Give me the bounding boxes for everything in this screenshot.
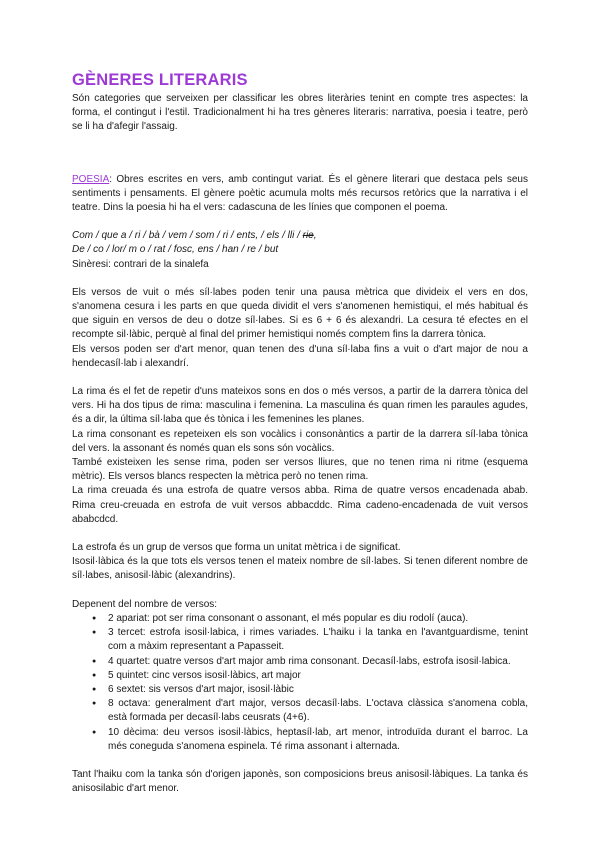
document-page	[72, 70, 528, 796]
cesura-paragraph: Els versos de vuit o més síl·labes poden tenir una pausa mètrica que divideix el vers en dos, s'anomena cesura i les parts en que queda dividit el vers s'anomenen hemistiqui, el més habitual és que siguin en versos de deu o dotze síl·labes. Si es 6 + 6 és alexandri. La cesura té efectes en el recompte sil·làbic, perquè al final del primer hemistiqui només comptem fins la darrera tònica.	[72, 286, 528, 341]
page-title: GÈNERES LITERARIS	[72, 71, 248, 89]
poesia-paragraph	[72, 173, 528, 216]
rima-paragraph: La rima és el fet de repetir d'uns mateixos sons en dos o més versos, a partir de la darrera tònica del vers. Hi ha dos tipus de rima: masculina i femenina. La masculina és quan rimen les paraules agudes, és a dir, la última síl·laba que és tònica i les femenines les planes.	[72, 386, 528, 426]
rima-paragraph: La rima creuada és una estrofa de quatre versos abba. Rima de quatre versos encadenada abab. Rima creu-creuada en estrofa de vuit versos abbacddc. Rima cadeno-encadenada de vuit versos ababcdcd.	[72, 485, 528, 525]
estrofa-paragraph: La estrofa és un grup de versos que forma un unitat mètrica i de significat.	[72, 542, 401, 554]
verse-punct: ,	[313, 230, 317, 242]
list-item: ● 10 dècima: deu versos isosil·làbics, heptasíl·lab, art menor, introduïda durant el barroc. La més coneguda s'anomena espinela. Té rima assonant i alternada.	[108, 726, 528, 754]
list-item: ● 5 quintet: cinc versos isosil·làbics, art major	[108, 669, 528, 683]
list-item: ● 4 quartet: quatre versos d'art major amb rima consonant. Decasíl·labs, estrofa isosil·labica.	[108, 655, 528, 669]
poesia-text: : Obres escrites en vers, amb contingut variat. És el gènere literari que destaca pels seus sentiments i pensaments. El gènere poètic acumula molts més recursos retòrics que la narrativa i el teatre. Dins la poesia hi ha el vers: cadascuna de les línies que componen el poema.	[72, 173, 528, 214]
list-item: ● 2 apariat: pot ser rima consonant o assonant, el més popular es diu rodolí (auca).	[108, 612, 528, 626]
list-item: ● 3 tercet: estrofa isosil·labica, i rimes variades. L'haiku i la tanka en l'avantguardisme, tenint com a màxim representant a Papasseit.	[108, 626, 528, 654]
intro-paragraph: Són categories que serveixen per classificar les obres literàries tenint en compte tres aspectes: la forma, el contingut i l'estil. Tradicionalment hi ha tres gèneres literaris: narrativa, poesia i teatre, però se li ha d'afegir l'assaig.	[72, 93, 528, 133]
example-verse-2: De / co / lor/ m o / rat / fosc, ens / han / re / but	[72, 244, 279, 256]
list-intro: Depenent del nombre de versos:	[72, 598, 218, 610]
rima-paragraph: La rima consonant es repeteixen els son vocàlics i consonàntics a partir de la darrera síl·laba tònica del vers. la assonant és només quan els sons són vocàlics.	[72, 428, 528, 454]
poesia-link[interactable]: POESIA	[72, 173, 110, 185]
list-item: ● 8 octava: generalment d'art major, versos decasíl·labs. L'octava clàssica s'anomena cobla, està formada per decasíl·labs ceusrats (4+6).	[108, 697, 528, 725]
list-item: ● 6 sextet: sis versos d'art major, isosil·làbic	[108, 683, 528, 697]
sineresi-note: Sinèresi: contrari de la sinalefa	[72, 258, 209, 270]
example-verse-1	[72, 229, 528, 243]
haiku-paragraph: Tant l'haiku com la tanka són d'origen japonès, son composicions breus anisosil·làbiques. La tanka és anisosilabic d'art menor.	[72, 768, 528, 795]
stanza-types-list	[72, 612, 528, 754]
verse-text: Com / que a / ri / bà / vem / som / ri / ents, / els / lli /	[72, 230, 303, 242]
struck-syllable: rie	[302, 230, 314, 242]
art-paragraph: Els versos poden ser d'art menor, quan tenen des d'una síl·laba fins a vuit o d'art major de nou a hendecasíl·lab i alexandrí.	[72, 343, 528, 369]
estrofa-paragraph: Isosil·làbica és la que tots els versos tenen el mateix nombre de síl·labes. Si tenen diferent nombre de síl·labes, anisosil·làbic (alexandrins).	[72, 556, 528, 582]
rima-paragraph: També existeixen les sense rima, poden ser versos lliures, que no tenen rima ni ritme (esquema mètric). Els versos blancs respecten la mètrica però no tenen rima.	[72, 457, 528, 483]
